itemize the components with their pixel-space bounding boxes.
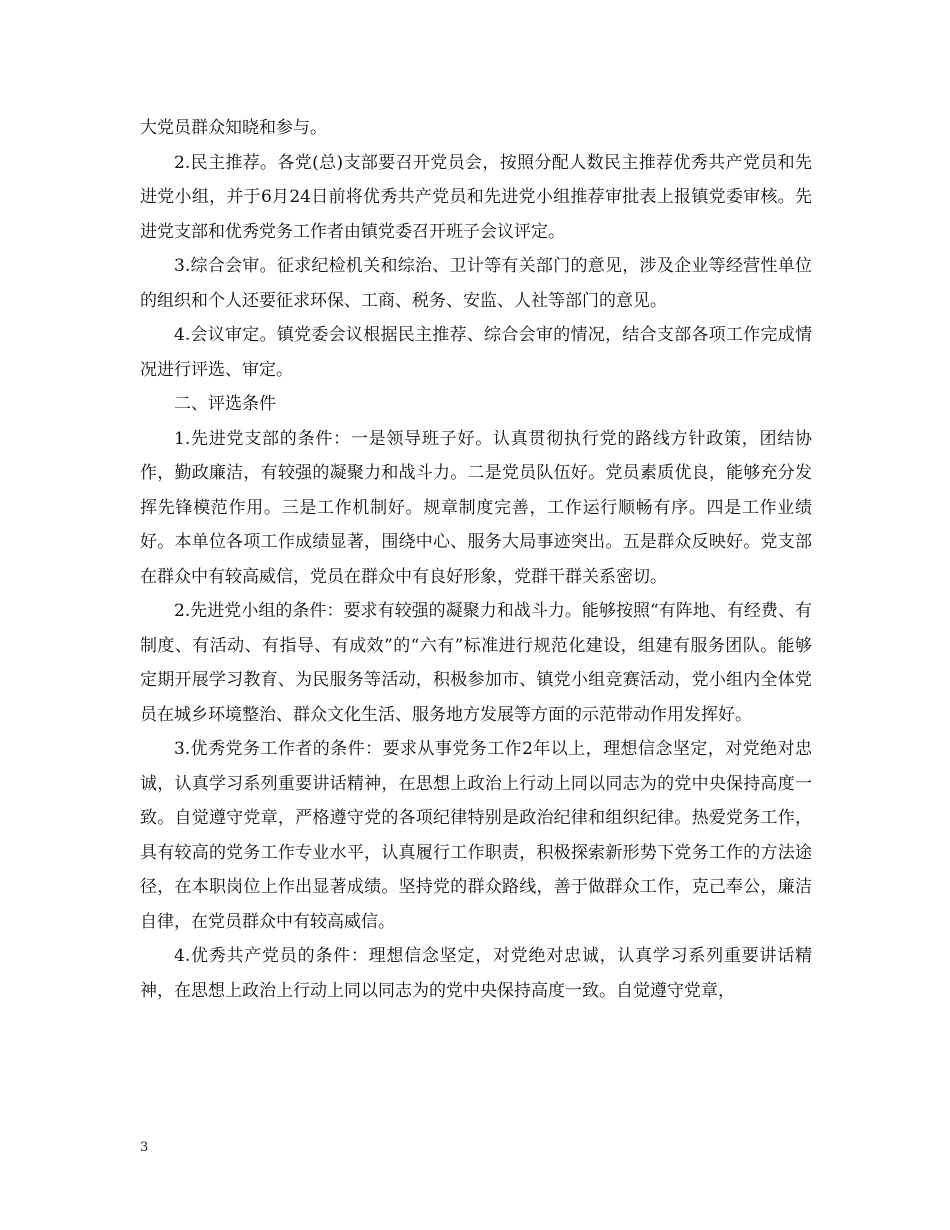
- paragraph-party-worker-criteria: 3.优秀党务工作者的条件：要求从事党务工作2年以上，理想信念坚定，对党绝对忠诚，认真学习系列重要讲话精神，在思想上政治上行动上同以同志为的党中央保持高度一致。自觉遵守党章，严格遵守党的各项纪律特别是政治纪律和组织纪律。热爱党务工作，具有较高的党务工作专业水平，认真履行工作职责，积极探索新形势下党务工作的方法途径，在本职岗位上作出显著成绩。坚持党的群众路线，善于做群众工作，克己奉公，廉洁自律，在党员群众中有较高威信。: [140, 739, 812, 932]
- paragraph-democratic-recommendation: 2.民主推荐。各党(总)支部要召开党员会，按照分配人数民主推荐优秀共产党员和先进党小组，并于6月24日前将优秀共产党员和先进党小组推荐审批表上报镇党委审核。先进党支部和优秀党务工作者由镇党委召开班子会议评定。: [140, 152, 812, 242]
- paragraph-comprehensive-review: 3.综合会审。征求纪检机关和综治、卫计等有关部门的意见，涉及企业等经营性单位的组织和个人还要征求环保、工商、税务、安监、人社等部门的意见。: [140, 256, 812, 311]
- page-number: 3: [140, 1140, 149, 1155]
- paragraph-advanced-group-criteria: 2.先进党小组的条件：要求有较强的凝聚力和战斗力。能够按照“有阵地、有经费、有制度、有活动、有指导、有成效”的“六有”标准进行规范化建设，组建有服务团队。能够定期开展学习教育、为民服务等活动，积极参加市、镇党小组竞赛活动，党小组内全体党员在城乡环境整治、群众文化生活、服务地方发展等方面的示范带动作用发挥好。: [140, 601, 812, 725]
- paragraph-party-member-criteria: 4.优秀共产党员的条件：理想信念坚定，对党绝对忠诚，认真学习系列重要讲话精神，在思想上政治上行动上同以同志为的党中央保持高度一致。自觉遵守党章，: [140, 946, 812, 1001]
- section-heading-selection-criteria: 二、评选条件: [174, 394, 276, 414]
- paragraph-continuation: 大党员群众知晓和参与。: [140, 118, 327, 138]
- paragraph-advanced-branch-criteria: 1.先进党支部的条件：一是领导班子好。认真贯彻执行党的路线方针政策，团结协作，勤政廉洁，有较强的凝聚力和战斗力。二是党员队伍好。党员素质优良，能够充分发挥先锋模范作用。三是工作机制好。规章制度完善，工作运行顺畅有序。四是工作业绩好。本单位各项工作成绩显著，围绕中心、服务大局事迹突出。五是群众反映好。党支部在群众中有较高威信，党员在群众中有良好形象，党群干群关系密切。: [140, 428, 812, 587]
- document-body: [140, 111, 812, 1008]
- paragraph-meeting-approval: 4.会议审定。镇党委会议根据民主推荐、综合会审的情况，结合支部各项工作完成情况进行评选、审定。: [140, 325, 812, 380]
